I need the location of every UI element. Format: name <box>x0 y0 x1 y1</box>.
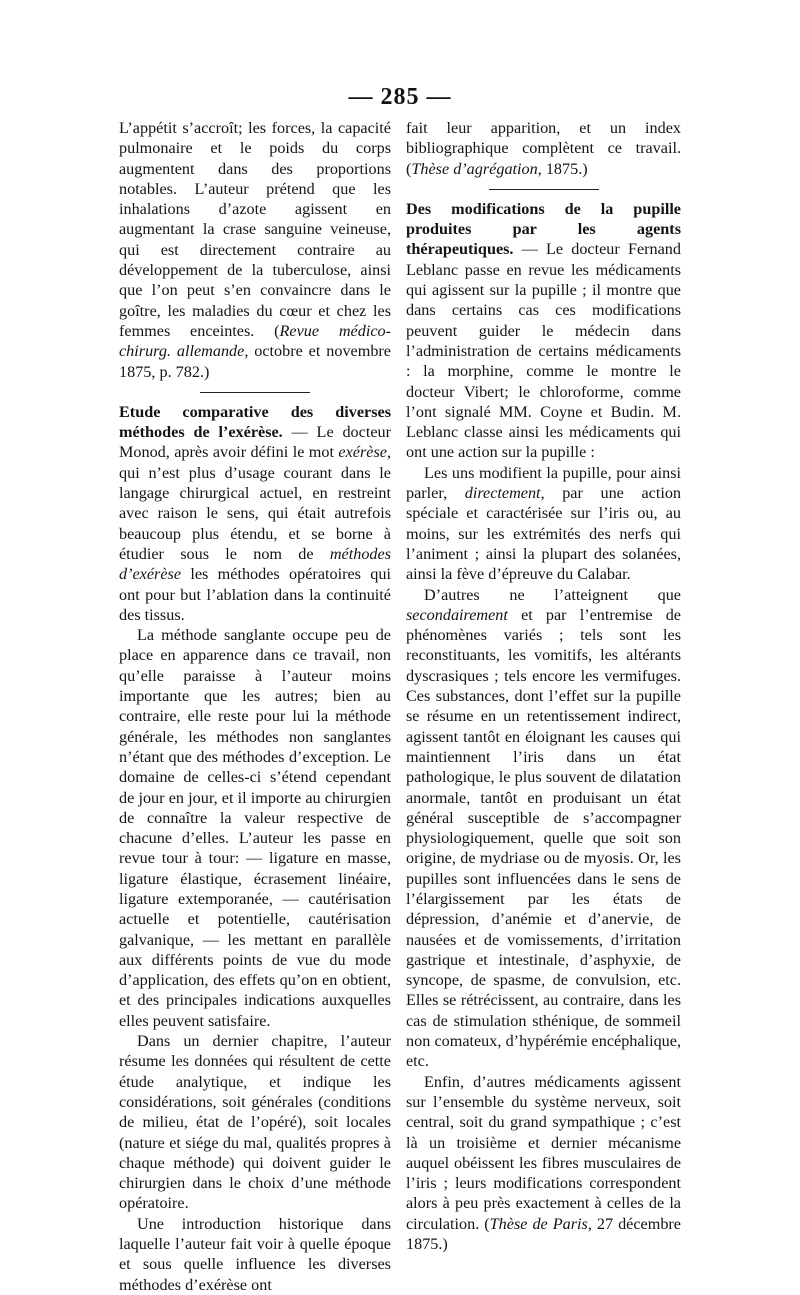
section-divider <box>489 189 599 190</box>
paragraph-systeme-nerveux <box>406 1072 681 1255</box>
citation-source: Thèse d’agrégation <box>411 159 538 178</box>
citation-details: , octobre et novembre 1875, p. 782.) <box>119 342 391 381</box>
italic-term: exérèse <box>338 443 387 462</box>
paragraph-text: , qui n’est plus d’usage courant dans le langage chirurgical actuel, en restreint avec raison le sens, qui était autrefois beaucoup plus étendu, et se borne à étudier sous le nom de <box>119 443 391 563</box>
paragraph-text: Enfin, d’autres médicaments agissent sur l’ensemble du système nerveux, soit central, soit du grand sympathique ; c’est là un troisième et dernier mécanisme auquel obéissent les fibres musculaires de l’iris ; leurs modifications correspondent alors à peu près exactement à celles de la circulation. ( <box>406 1072 681 1233</box>
italic-term: méthodes d’exérèse <box>119 544 391 584</box>
paragraph-methode-sanglante: La méthode sanglante occupe peu de place en apparence dans ce travail, non qu’elle paraisse à l’auteur moins importante que les autres; bien au contraire, elle reste pour lui la méthode générale, les méthodes non sanglantes n’étant que des méthodes d’exception. Le domaine de celles-ci s’étend cependant de jour en jour, et il importe au chirurgien de connaître la valeur respective de chacune d’elles. L’auteur les passe en revue tour à tour: — ligature en masse, ligature élastique, écrasement linéaire, ligature extemporanée, — cautérisation actuelle et potentielle, cautérisation galvanique, — les mettant en parallèle aux différents points de vue du mode d’application, des effets qu’on en obtient, et des principales indications auxquelles elles peuvent satisfaire. <box>119 626 391 1030</box>
citation-source: Revue médico-chirurg. allemande <box>119 321 391 361</box>
paragraph-inhalations <box>119 118 391 382</box>
paragraph-text: Les uns modifient la pupille, pour ainsi parler, <box>406 463 681 503</box>
left-column <box>119 118 391 1295</box>
paragraph-text: les méthodes opératoires qui ont pour but l’ablation dans la continuité des tissus. <box>119 565 391 624</box>
paragraph-continuation <box>406 118 681 179</box>
paragraph-text: D’autres ne l’atteignent que <box>424 585 681 604</box>
section-pupille <box>406 199 681 463</box>
citation-details: , 1875.) <box>537 159 588 178</box>
italic-term: secondairement <box>406 605 508 624</box>
paragraph-text: — Le docteur Fernand Leblanc passe en revue les médicaments qui agissent sur la pupille ; il montre que dans certains cas ces modifications peuvent guider le médecin dans l’administration de certains médicaments : la morphine, comme le montre le docteur Vibert; le chloroforme, comme l’ont signalé MM. Coyne et Budin. M. Leblanc classe ainsi les médicaments qui ont une action sur la pupille : <box>406 240 681 462</box>
paragraph-text: , par une action spéciale et caractérisée sur l’iris ou, au moins, sur les extrémités des nerfs qui l’animent ; ainsi la plupart des solanées, ainsi la fève d’épreuve du Calabar. <box>406 484 682 584</box>
section-heading: Des modifications de la pupille produites par les agents thérapeutiques. <box>406 199 681 259</box>
paragraph-text: et par l’entremise de phénomènes variés ; tels sont les reconstituants, les vomitifs, les altérants dyscrasiques ; tels encore les vermifuges. Ces substances, dont l’effet sur la pupille se résume en un retentissement indirect, agissent tantôt en éloignant les causes qui maintiennent l’iris dans un état pathologique, le plus souvent de dilatation anormale, tantôt en produisant un état général susceptible de s’accompagner physiologiquement, quelle que soit son origine, de mydriase ou de myosis. Or, les pupilles sont influencées dans le sens de l’élargissement par les états de dépression, d’anémie et d’anervie, de nausées et de vomissements, d’irritation gastrique et intestinale, d’asphyxie, de syncope, de spasme, de convulsion, etc. Elles se rétrécissent, au contraire, dans les cas de stimulation sthénique, de sommeil non comateux, d’hypérémie encéphalique, etc. <box>406 605 681 1071</box>
section-exerese <box>119 402 391 625</box>
paragraph-introduction: Une introduction historique dans laquelle l’auteur fait voir à quelle époque et sous quelle influence les diverses méthodes d’exérèse ont <box>119 1214 391 1294</box>
paragraph-text: L’appétit s’accroît; les forces, la capacité pulmonaire et le poids du corps augmentent dans des proportions notables. L’auteur prétend que les inhalations d’azote agissent en augmentant la crase sanguine veineuse, qui est directement contraire au développement de la tuberculose, ainsi que l’on peut s’en convaincre dans le goître, les maladies du cœur et chez les femmes enceintes. ( <box>119 119 391 340</box>
citation-details: , 27 décembre 1875.) <box>406 1214 681 1254</box>
right-column <box>406 118 681 1254</box>
citation-source: Thèse de Paris <box>489 1214 588 1233</box>
page-number: — 285 — <box>348 84 452 110</box>
section-heading: Etude comparative des diverses méthodes de l’exérèse. <box>119 402 391 442</box>
paragraph-directement <box>406 463 681 585</box>
paragraph-secondairement <box>406 585 681 1072</box>
paragraph-text: — Le docteur Monod, après avoir défini le mot <box>119 423 391 462</box>
paragraph-dernier-chapitre: Dans un dernier chapitre, l’auteur résume les données qui résultent de cette étude analytique, et indique les considérations, soit générales (conditions de milieu, état de l’opéré), soit locales (nature et siége du mal, qualités propres à chaque méthode) qui doivent guider le chirurgien dans le choix d’une méthode opératoire. <box>119 1032 391 1213</box>
italic-term: directement <box>464 484 541 503</box>
section-divider <box>200 392 310 393</box>
paragraph-text: fait leur apparition, et un index bibliographique complètent ce travail. ( <box>406 119 681 178</box>
